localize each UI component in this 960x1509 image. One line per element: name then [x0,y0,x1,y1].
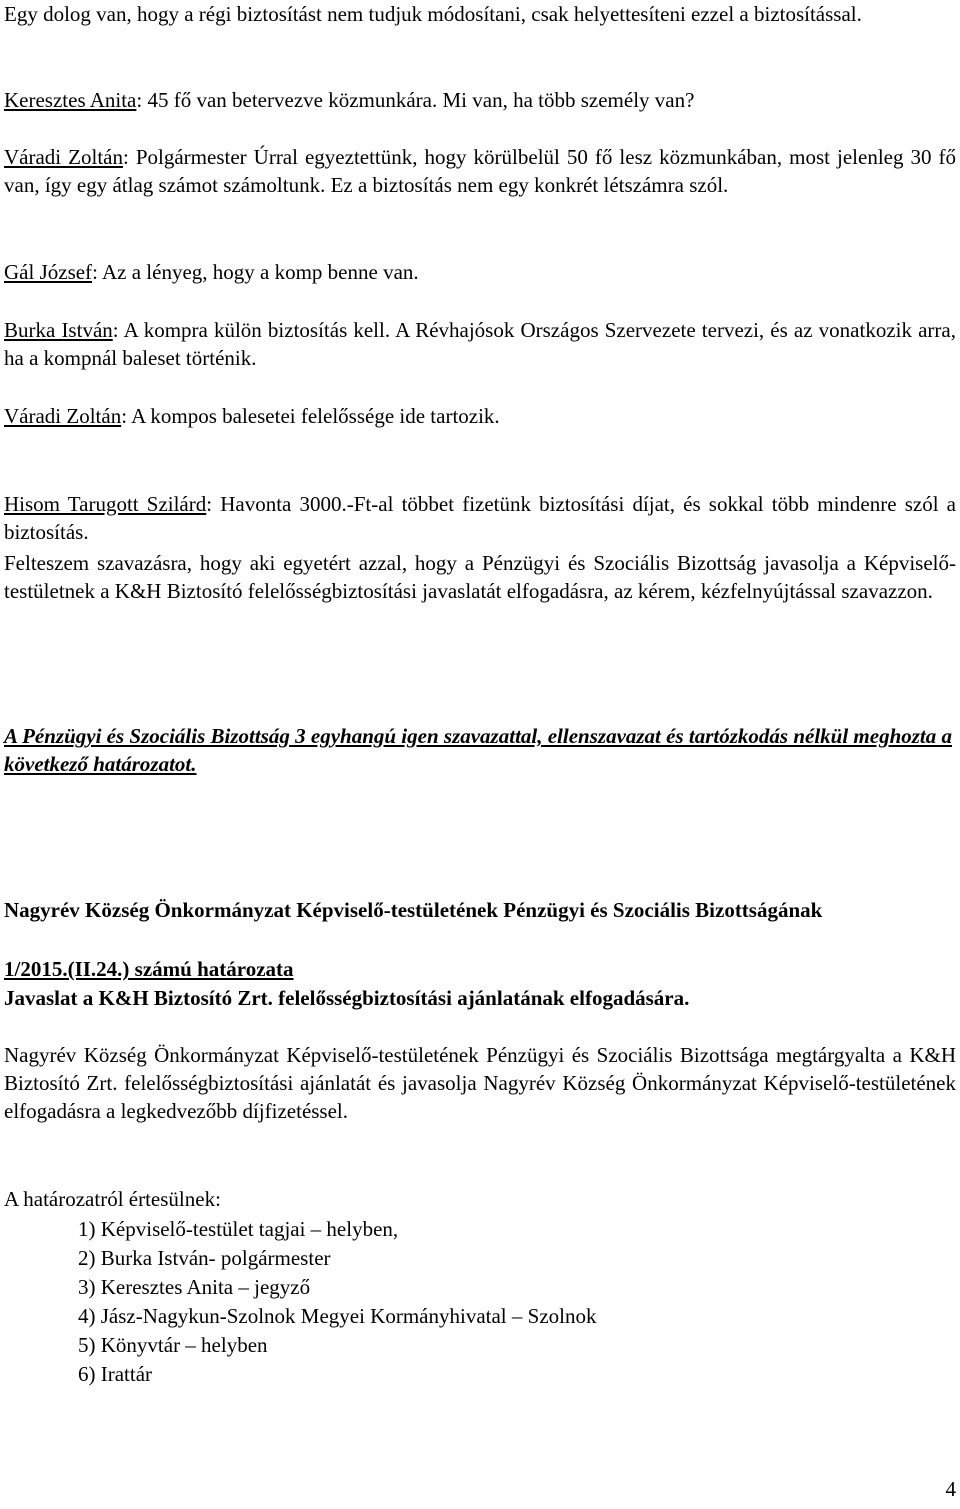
paragraph-text: : Az a lényeg, hogy a komp benne van. [92,260,419,284]
paragraph-text: : 45 fő van betervezve közmunkára. Mi van, ha több személy van? [136,88,695,112]
list-item: 4) Jász-Nagykun-Szolnok Megyei Kormányhivatal – Szolnok [78,1304,597,1328]
resolution-heading: Nagyrév Község Önkormányzat Képviselő-testületének Pénzügyi és Szociális Bizottságának [4,898,823,922]
paragraph-vote-call [4,549,956,605]
speaker-name: Váradi Zoltán [4,145,123,169]
recipient-list [78,1215,596,1389]
paragraph-varadi-2 [4,402,956,430]
resolution-number: 1/2015.(II.24.) számú határozata [4,957,294,981]
paragraph-text: : A kompra külön biztosítás kell. A Révhajósok Országos Szervezete tervezi, és az vonatkozik arra, ha a kompnál baleset történik. [4,318,956,370]
list-item: 5) Könyvtár – helyben [78,1333,268,1357]
paragraph-text: : Polgármester Úrral egyeztettünk, hogy körülbelül 50 fő lesz közmunkában, most jelenleg 30 fő van, így egy átlag számot számoltunk. Ez a biztosítás nem egy konkrét létszámra szól. [4,145,957,197]
resolution-subject: Javaslat a K&H Biztosító Zrt. felelősségbiztosítási ajánlatának elfogadására. [4,986,690,1010]
notify-label: A határozatról értesülnek: [4,1187,221,1211]
speaker-name: Burka István [4,318,113,342]
paragraph-keresztes [4,86,956,114]
paragraph-intro [4,0,956,28]
list-item: 3) Keresztes Anita – jegyző [78,1275,311,1299]
paragraph-varadi-1 [4,143,956,199]
paragraph-hisom [4,490,956,546]
resolution-body: Nagyrév Község Önkormányzat Képviselő-testületének Pénzügyi és Szociális Bizottsága megtárgyalta a K&H Biztosító Zrt. felelősségbiztosítási ajánlatát és javasolja Nagyrév Község Önkormányzat Képviselő-testületének elfogadásra a legkedvezőbb díjfizetéssel. [4,1043,956,1123]
page-number: 4 [945,1477,956,1501]
list-item: 2) Burka István- polgármester [78,1246,331,1270]
list-item: 6) Irattár [78,1362,153,1386]
decision-statement: A Pénzügyi és Szociális Bizottság 3 egyhangú igen szavazattal, ellenszavazat és tartózkodás nélkül meghozta a következő határozatot. [4,724,953,776]
speaker-name: Hisom Tarugott Szilárd [4,492,207,516]
speaker-name: Váradi Zoltán [4,404,122,428]
paragraph-text: Egy dolog van, hogy a régi biztosítást nem tudjuk módosítani, csak helyettesíteni ezzel a biztosítással. [4,2,862,26]
speaker-name: Gál József [4,260,93,284]
paragraph-gal [4,258,956,286]
paragraph-text: : A kompos balesetei felelőssége ide tartozik. [121,404,500,428]
list-item: 1) Képviselő-testület tagjai – helyben, [78,1217,399,1241]
speaker-name: Keresztes Anita [4,88,137,112]
paragraph-text: : Havonta 3000.-Ft-al többet fizetünk biztosítási díjat, és sokkal több mindenre szól a biztosítás. [4,492,956,544]
paragraph-burka [4,316,956,372]
paragraph-text: Felteszem szavazásra, hogy aki egyetért azzal, hogy a Pénzügyi és Szociális Bizottság javasolja a Képviselő-testületnek a K&H Biztosító felelősségbiztosítási javaslatát elfogadásra, az kérem, kézfelnyújtással szavazzon. [4,551,956,603]
